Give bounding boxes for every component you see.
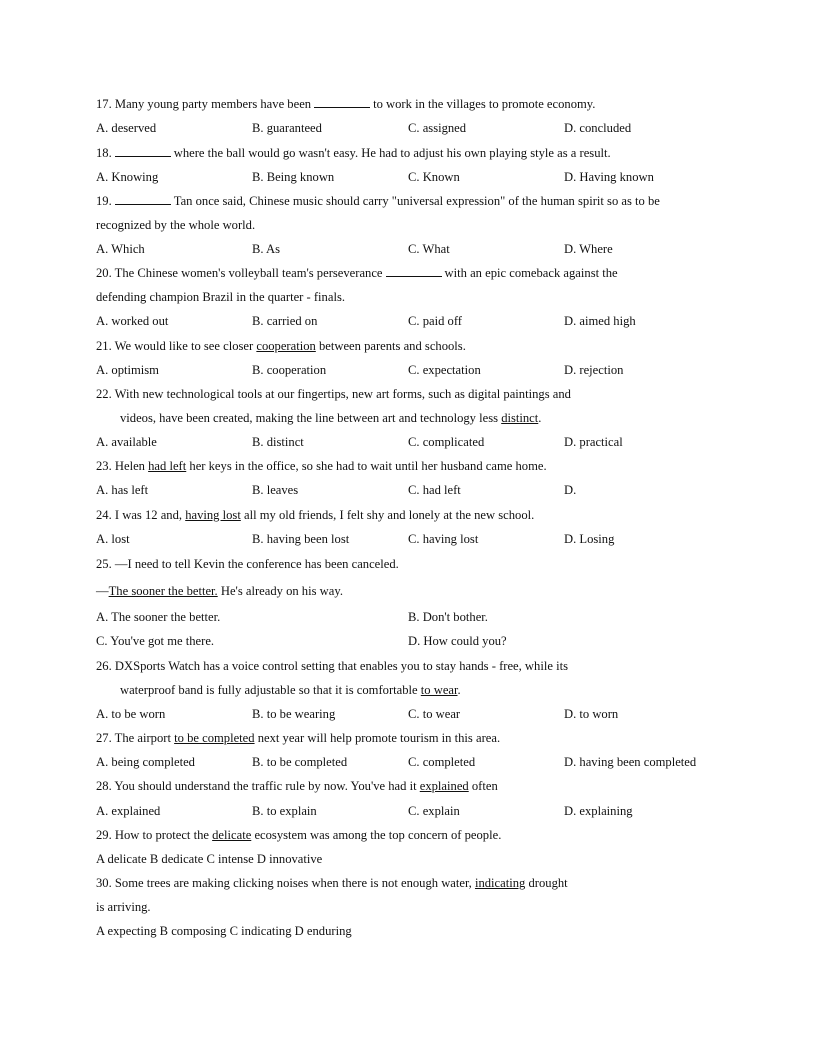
option-b: B. leaves (252, 483, 299, 497)
options-line: A delicate B dedicate C intense D innovative (96, 852, 323, 866)
option-d: D. concluded (564, 121, 632, 135)
option-d: D. to worn (564, 707, 619, 721)
question-number: 18. (96, 146, 112, 160)
question-text: with an epic comeback against the (444, 266, 618, 280)
question-18 (96, 145, 611, 161)
option-a: A. lost (96, 532, 130, 546)
question-text: 30. Some trees are making clicking noises when there is not enough water, (96, 876, 472, 890)
question-text: 27. The airport (96, 731, 171, 745)
option-a: A. optimism (96, 363, 159, 377)
question-number: 19. (96, 194, 112, 208)
question-text: 29. How to protect the (96, 828, 209, 842)
answer-blank (115, 145, 171, 157)
question-text: 17. Many young party members have been (96, 97, 312, 111)
answer-blank (314, 96, 370, 108)
answer-blank (386, 265, 442, 277)
question-text-cont (120, 682, 461, 698)
question-text: 21. We would like to see closer (96, 339, 254, 353)
option-b: B. guaranteed (252, 121, 322, 135)
question-text: to work in the villages to promote economy. (373, 97, 596, 111)
option-b: B. carried on (252, 314, 318, 328)
option-c: C. paid off (408, 314, 462, 328)
question-27 (96, 730, 500, 746)
underlined-word: The sooner the better. (108, 584, 218, 598)
underlined-word: indicating (474, 876, 526, 890)
option-d: D. practical (564, 435, 623, 449)
options-line: A expecting B composing C indicating D enduring (96, 924, 352, 938)
option-d: D. How could you? (408, 634, 507, 648)
option-a: A. worked out (96, 314, 169, 328)
question-29 (96, 827, 501, 843)
option-d: D. having been completed (564, 755, 697, 769)
question-text: He's already on his way. (220, 584, 343, 598)
question-20 (96, 265, 618, 281)
option-b: B. Being known (252, 170, 335, 184)
question-text: 28. You should understand the traffic rule by now. You've had it (96, 779, 417, 793)
question-text: where the ball would go wasn't easy. He had to adjust his own playing style as a result. (173, 146, 611, 160)
option-d: D. Having known (564, 170, 654, 184)
option-c: C. Known (408, 170, 460, 184)
question-text: ecosystem was among the top concern of people. (254, 828, 502, 842)
option-d: D. (564, 483, 577, 497)
dialogue-reply (96, 583, 343, 599)
dash: — (96, 584, 109, 598)
question-26: 26. DXSports Watch has a voice control setting that enables you to stay hands - free, while its (96, 659, 568, 673)
option-d: D. rejection (564, 363, 624, 377)
underlined-word: having lost (185, 508, 241, 522)
option-b: B. As (252, 242, 280, 256)
option-c: C. had left (408, 483, 461, 497)
option-b: B. to be wearing (252, 707, 336, 721)
option-b: B. to explain (252, 804, 317, 818)
question-19 (96, 193, 660, 209)
question-text: videos, have been created, making the line between art and technology less (120, 411, 499, 425)
option-b: B. Don't bother. (408, 610, 488, 624)
option-a: A. Knowing (96, 170, 159, 184)
question-21 (96, 338, 466, 354)
option-a: A. explained (96, 804, 161, 818)
option-a: A. The sooner the better. (96, 610, 221, 624)
punctuation: . (457, 683, 461, 697)
option-a: A. to be worn (96, 707, 166, 721)
option-d: D. aimed high (564, 314, 636, 328)
question-30 (96, 875, 568, 891)
question-25: 25. —I need to tell Kevin the conference has been canceled. (96, 557, 399, 571)
option-d: D. Losing (564, 532, 615, 546)
question-text-cont: defending champion Brazil in the quarter - finals. (96, 290, 345, 304)
question-28 (96, 778, 498, 794)
option-a: A. Which (96, 242, 145, 256)
option-c: C. completed (408, 755, 476, 769)
underlined-word: distinct (501, 411, 539, 425)
option-c: C. expectation (408, 363, 481, 377)
question-23 (96, 458, 547, 474)
option-b: B. to be completed (252, 755, 348, 769)
option-b: B. cooperation (252, 363, 327, 377)
option-c: C. assigned (408, 121, 467, 135)
punctuation: . (538, 411, 542, 425)
question-text: 20. The Chinese women's volleyball team's perseverance (96, 266, 383, 280)
question-24 (96, 507, 534, 523)
question-17 (96, 96, 595, 112)
question-text: often (471, 779, 498, 793)
underlined-word: explained (419, 779, 469, 793)
underlined-word: cooperation (256, 339, 316, 353)
question-text-cont (120, 410, 541, 426)
underlined-word: to wear (420, 683, 458, 697)
question-text-cont: recognized by the whole world. (96, 218, 256, 232)
option-b: B. having been lost (252, 532, 350, 546)
option-c: C. explain (408, 804, 460, 818)
question-text: between parents and schools. (318, 339, 466, 353)
option-c: C. to wear (408, 707, 461, 721)
question-text: 24. I was 12 and, (96, 508, 183, 522)
question-text: next year will help promote tourism in this area. (257, 731, 501, 745)
option-c: C. What (408, 242, 450, 256)
question-text: Tan once said, Chinese music should carry "universal expression" of the human spirit so as to be (173, 194, 660, 208)
underlined-word: delicate (212, 828, 252, 842)
option-b: B. distinct (252, 435, 304, 449)
option-d: D. explaining (564, 804, 633, 818)
option-a: A. has left (96, 483, 149, 497)
question-text: her keys in the office, so she had to wait until her husband came home. (189, 459, 547, 473)
option-a: A. being completed (96, 755, 195, 769)
option-c: C. complicated (408, 435, 485, 449)
question-22: 22. With new technological tools at our fingertips, new art forms, such as digital paintings and (96, 387, 571, 401)
question-text: drought (528, 876, 568, 890)
option-c: C. You've got me there. (96, 634, 215, 648)
answer-blank (115, 193, 171, 205)
question-text-cont: is arriving. (96, 900, 151, 914)
option-a: A. deserved (96, 121, 157, 135)
question-text: all my old friends, I felt shy and lonely at the new school. (243, 508, 535, 522)
underlined-word: had left (148, 459, 187, 473)
question-text: 23. Helen (96, 459, 145, 473)
option-c: C. having lost (408, 532, 479, 546)
question-text: waterproof band is fully adjustable so that it is comfortable (120, 683, 418, 697)
option-d: D. Where (564, 242, 613, 256)
option-a: A. available (96, 435, 157, 449)
underlined-word: to be completed (174, 731, 255, 745)
